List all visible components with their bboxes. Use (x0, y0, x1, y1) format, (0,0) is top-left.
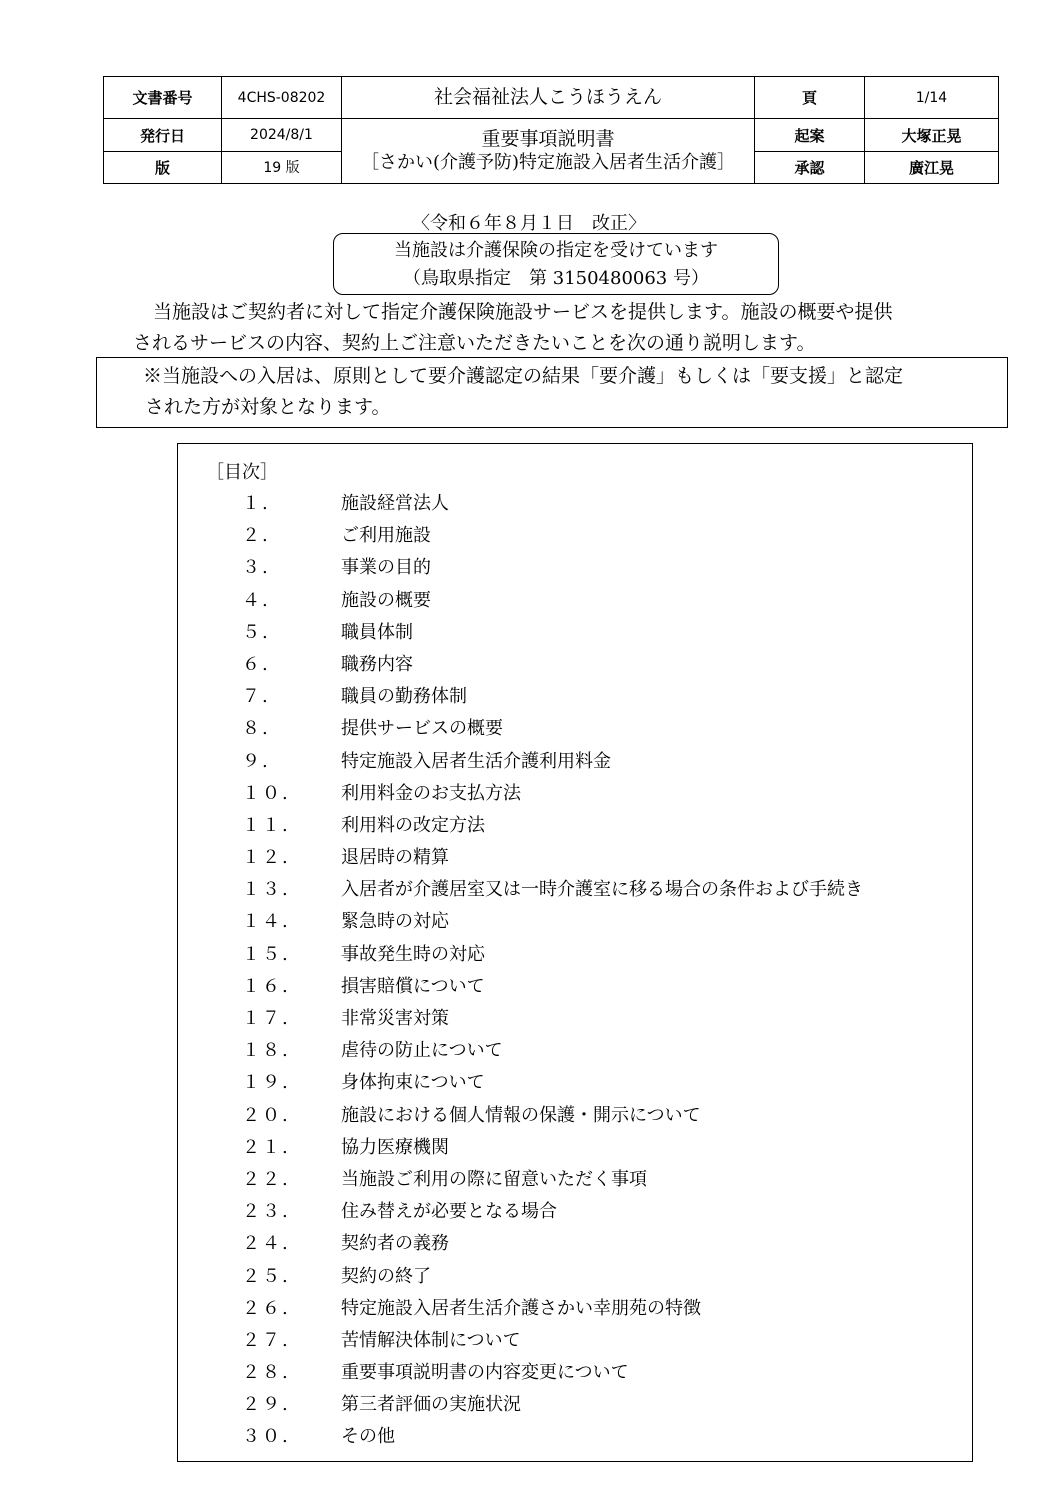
revision-note: 〈令和６年８月１日 改正〉 (412, 213, 646, 234)
toc-item-number: ２０. (242, 1104, 290, 1126)
toc-item-label: 入居者が介護居室又は一時介護室に移る場合の条件および手続き (341, 879, 863, 901)
draft-name: 大塚正晃 (865, 119, 999, 151)
toc-item (178, 1357, 863, 1389)
toc-item-number: １９. (242, 1072, 290, 1094)
toc-item (178, 1196, 863, 1228)
toc-item (178, 1389, 863, 1421)
toc-item (178, 552, 863, 584)
toc-item-label: 事故発生時の対応 (341, 943, 485, 965)
issue-date-value: 2024/8/1 (222, 119, 342, 151)
toc-item (178, 1132, 863, 1164)
document-title (342, 119, 755, 184)
toc-item-label: 緊急時の対応 (341, 911, 449, 933)
toc-item-label: 提供サービスの概要 (341, 718, 503, 740)
toc-item-label: 協力医療機関 (341, 1136, 449, 1158)
toc-item-number: ２３. (242, 1201, 290, 1223)
toc-item-number: ２７. (242, 1329, 290, 1351)
toc-item (178, 681, 863, 713)
toc-item-label: 損害賠償について (341, 975, 485, 997)
organization-name: 社会福祉法人こうほうえん (342, 77, 755, 119)
toc-item-number: １７. (242, 1008, 290, 1029)
toc-item-label: 当施設ご利用の際に留意いただく事項 (341, 1168, 647, 1190)
toc-item-label: 施設の概要 (341, 589, 431, 611)
document-title-sub: ［さかい(介護予防)特定施設入居者生活介護］ (360, 152, 736, 174)
toc-item-number: ２６. (242, 1297, 290, 1319)
toc-item-label: 職員体制 (341, 621, 413, 643)
toc-item (178, 746, 863, 778)
designation-line-1: 当施設は介護保険の指定を受けています (394, 240, 718, 261)
toc-item-number: ７. (242, 686, 270, 708)
toc-item-number: ９. (242, 750, 270, 772)
toc-item (178, 713, 863, 745)
toc-item-label: その他 (341, 1426, 395, 1448)
doc-number-label: 文書番号 (104, 77, 222, 119)
toc-item-label: 特定施設入居者生活介護利用料金 (341, 750, 611, 772)
toc-item-number: ８. (242, 718, 270, 740)
toc-item-label: 契約の終了 (341, 1265, 431, 1287)
toc-item (178, 1293, 863, 1325)
toc-item-number: ２１. (242, 1136, 290, 1158)
intro-paragraph (133, 297, 1003, 359)
toc-heading: ［目次］ (206, 462, 278, 483)
toc-item-number: ４. (242, 589, 270, 611)
toc-item-label: 退居時の精算 (341, 847, 449, 869)
toc-item (178, 1067, 863, 1099)
toc-item (178, 649, 863, 681)
toc-item-number: ２８. (242, 1362, 290, 1384)
toc-item-number: １２. (242, 847, 290, 869)
version-value: 19 版 (222, 151, 342, 183)
notice-box (96, 357, 1008, 428)
toc-item (178, 1164, 863, 1196)
doc-number-value: 4CHS-08202 (222, 77, 342, 119)
draft-label: 起案 (755, 119, 865, 151)
toc-item-label: 施設における個人情報の保護・開示について (341, 1104, 701, 1126)
issue-date-label: 発行日 (104, 119, 222, 151)
intro-line-1: 当施設はご契約者に対して指定介護保険施設サービスを提供します。施設の概要や提供 (153, 301, 893, 323)
toc-item (178, 585, 863, 617)
toc-item (178, 1100, 863, 1132)
toc-item (178, 1003, 863, 1035)
toc-item-number: ６. (242, 653, 270, 675)
toc-item-number: ２９. (242, 1394, 290, 1416)
intro-line-2: されるサービスの内容、契約上ご注意いただきたいことを次の通り説明します。 (133, 332, 816, 354)
toc-item-label: 職務内容 (341, 653, 413, 675)
toc-item (178, 939, 863, 971)
toc-item-number: １５. (242, 943, 290, 965)
toc-item (178, 1325, 863, 1357)
toc-item (178, 1421, 863, 1453)
toc-item (178, 906, 863, 938)
toc-item-label: 住み替えが必要となる場合 (341, 1201, 557, 1223)
toc-item-number: ２２. (242, 1168, 290, 1190)
page-number: 1/14 (865, 77, 999, 119)
document-title-main: 重要事項説明書 (481, 127, 615, 150)
table-of-contents (177, 443, 973, 1462)
toc-item-number: １０. (242, 782, 290, 804)
toc-item-label: 非常災害対策 (341, 1008, 449, 1029)
toc-item-label: 重要事項説明書の内容変更について (341, 1362, 629, 1384)
toc-item (178, 810, 863, 842)
toc-item-number: ２５. (242, 1265, 290, 1287)
toc-item-label: 第三者評価の実施状況 (341, 1394, 521, 1416)
page-label: 頁 (755, 77, 865, 119)
toc-item-label: 利用料金のお支払方法 (341, 782, 521, 804)
toc-item (178, 1261, 863, 1293)
toc-item (178, 1035, 863, 1067)
toc-item-label: 施設経営法人 (341, 493, 449, 514)
approve-name: 廣江晃 (865, 151, 999, 183)
toc-item-number: １３. (242, 879, 290, 901)
notice-line-1: ※当施設への入居は、原則として要介護認定の結果「要介護」もしくは「要支援」と認定 (143, 365, 904, 387)
toc-item-number: ３０. (242, 1426, 290, 1448)
toc-item (178, 520, 863, 552)
version-label: 版 (104, 151, 222, 183)
toc-item-number: ２. (242, 525, 270, 547)
toc-item-number: １４. (242, 911, 290, 933)
toc-item-label: 特定施設入居者生活介護さかい幸朋苑の特徴 (341, 1297, 701, 1319)
toc-list (178, 488, 863, 1454)
toc-item (178, 617, 863, 649)
toc-item-number: １１. (242, 814, 290, 836)
toc-item (178, 971, 863, 1003)
toc-item-number: ５. (242, 621, 270, 643)
approve-label: 承認 (755, 151, 865, 183)
toc-item-label: 利用料の改定方法 (341, 814, 485, 836)
toc-item-number: １８. (242, 1040, 290, 1062)
toc-item-label: 事業の目的 (341, 557, 431, 579)
document-header-table (103, 76, 999, 184)
toc-item-label: 身体拘束について (341, 1072, 485, 1094)
toc-item-label: 契約者の義務 (341, 1233, 449, 1255)
designation-box (333, 233, 779, 295)
toc-item (178, 1228, 863, 1260)
toc-item-number: １６. (242, 975, 290, 997)
toc-item-number: ３. (242, 557, 270, 579)
toc-item-label: 苦情解決体制について (341, 1329, 521, 1351)
toc-item-label: ご利用施設 (341, 525, 431, 547)
toc-item (178, 874, 863, 906)
designation-line-2: （鳥取県指定 第 3150480063 号） (403, 268, 709, 289)
toc-item-label: 職員の勤務体制 (341, 686, 467, 708)
notice-line-2: された方が対象となります。 (145, 396, 391, 418)
toc-item-number: １. (242, 493, 270, 514)
toc-item (178, 488, 863, 520)
toc-item-label: 虐待の防止について (341, 1040, 503, 1062)
toc-item (178, 842, 863, 874)
toc-item-number: ２４. (242, 1233, 290, 1255)
toc-item (178, 778, 863, 810)
